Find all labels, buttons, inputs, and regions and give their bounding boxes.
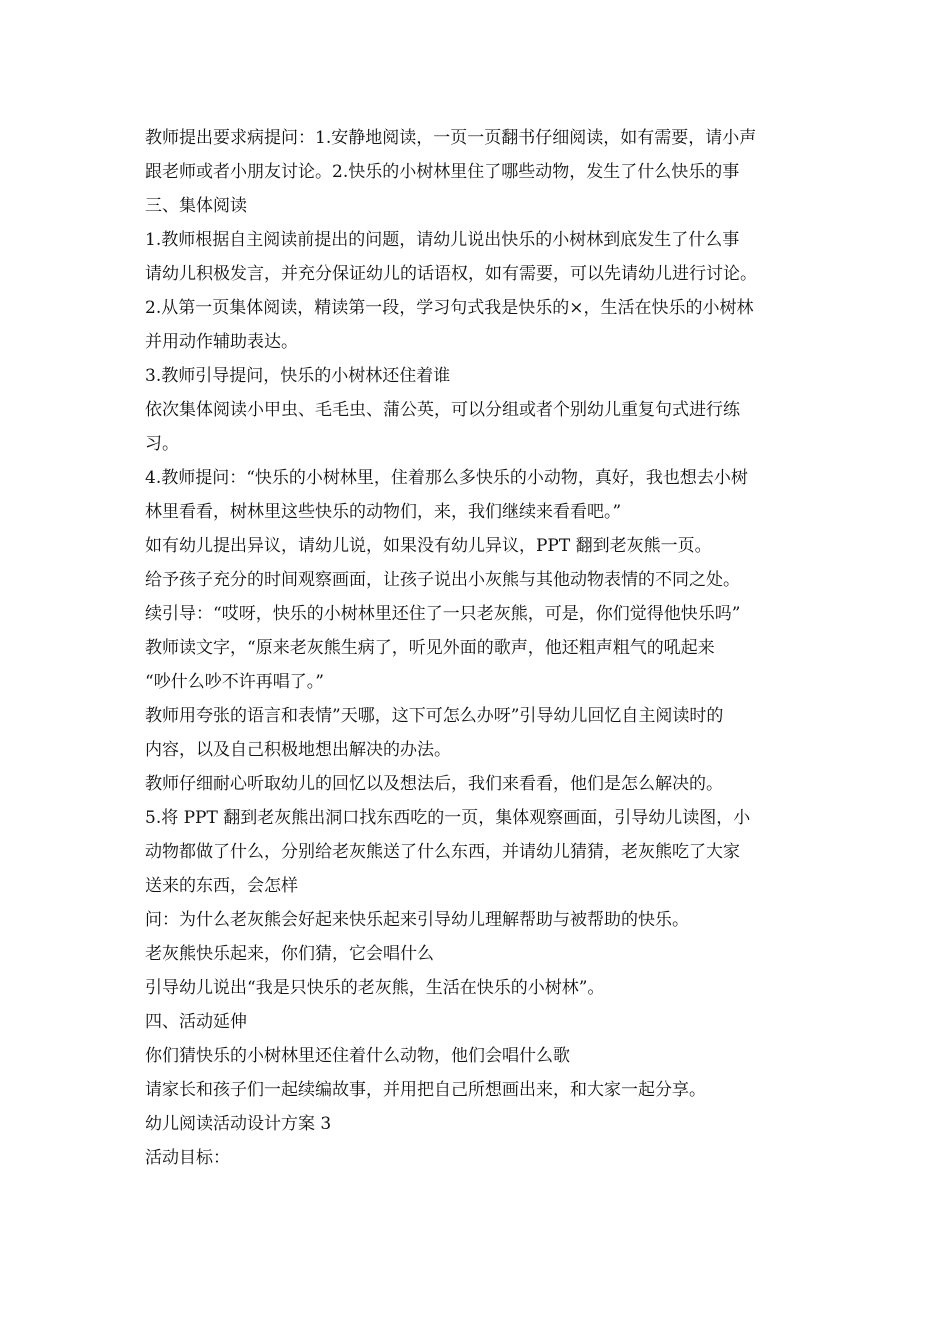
text-line: 林里看看，树林里这些快乐的动物们，来，我们继续来看看吧。” <box>145 502 622 522</box>
text-line: 4.教师提问：“快乐的小树林里，住着那么多快乐的小动物，真好，我也想去小树 <box>145 468 748 488</box>
text-line: 活动目标： <box>145 1148 230 1168</box>
text-line: 动物都做了什么，分别给老灰熊送了什么东西，并请幼儿猜猜，老灰熊吃了大家 <box>145 842 740 862</box>
text-line: “吵什么吵不许再唱了。” <box>145 672 324 692</box>
text-line: 1.教师根据自主阅读前提出的问题，请幼儿说出快乐的小树林到底发生了什么事 <box>145 230 740 250</box>
text-line: 送来的东西，会怎样 <box>145 876 298 896</box>
text-line: 引导幼儿说出“我是只快乐的老灰熊，生活在快乐的小树林”。 <box>145 978 605 998</box>
text-line: 依次集体阅读小甲虫、毛毛虫、蒲公英，可以分组或者个别幼儿重复句式进行练 <box>145 400 740 420</box>
text-line: 如有幼儿提出异议，请幼儿说，如果没有幼儿异议，PPT 翻到老灰熊一页。 <box>145 536 712 556</box>
document-title: 幼儿阅读活动设计方案 3 <box>145 1114 332 1134</box>
text-line: 5.将 PPT 翻到老灰熊出洞口找东西吃的一页，集体观察画面，引导幼儿读图，小 <box>145 808 751 828</box>
text-line: 3.教师引导提问，快乐的小树林还住着谁 <box>145 366 451 386</box>
section-heading: 三、集体阅读 <box>145 196 247 216</box>
text-line: 给予孩子充分的时间观察画面，让孩子说出小灰熊与其他动物表情的不同之处。 <box>145 570 740 590</box>
text-line: 续引导：“哎呀，快乐的小树林里还住了一只老灰熊，可是，你们觉得他快乐吗” <box>145 604 741 624</box>
text-line: 请幼儿积极发言，并充分保证幼儿的话语权，如有需要，可以先请幼儿进行讨论。 <box>145 264 757 284</box>
document-body <box>145 121 817 1175</box>
text-line: 问：为什么老灰熊会好起来快乐起来引导幼儿理解帮助与被帮助的快乐。 <box>145 910 689 930</box>
text-line: 并用动作辅助表达。 <box>145 332 298 352</box>
text-line: 你们猜快乐的小树林里还住着什么动物，他们会唱什么歌 <box>145 1046 570 1066</box>
text-line: 教师提出要求病提问：1.安静地阅读，一页一页翻书仔细阅读，如有需要，请小声 <box>145 128 757 148</box>
text-line: 教师用夸张的语言和表情”天哪，这下可怎么办呀”引导幼儿回忆自主阅读时的 <box>145 706 724 726</box>
text-line: 老灰熊快乐起来，你们猜，它会唱什么 <box>145 944 434 964</box>
section-heading: 四、活动延伸 <box>145 1012 247 1032</box>
text-line: 2.从第一页集体阅读，精读第一段，学习句式我是快乐的×，生活在快乐的小树林 <box>145 298 754 318</box>
text-line: 习。 <box>145 434 179 454</box>
text-line: 教师仔细耐心听取幼儿的回忆以及想法后，我们来看看，他们是怎么解决的。 <box>145 774 723 794</box>
text-line: 内容，以及自己积极地想出解决的办法。 <box>145 740 451 760</box>
text-line: 请家长和孩子们一起续编故事，并用把自己所想画出来，和大家一起分享。 <box>145 1080 706 1100</box>
text-line: 教师读文字，“原来老灰熊生病了，听见外面的歌声，他还粗声粗气的吼起来 <box>145 638 715 658</box>
text-line: 跟老师或者小朋友讨论。2.快乐的小树林里住了哪些动物，发生了什么快乐的事 <box>145 162 740 182</box>
